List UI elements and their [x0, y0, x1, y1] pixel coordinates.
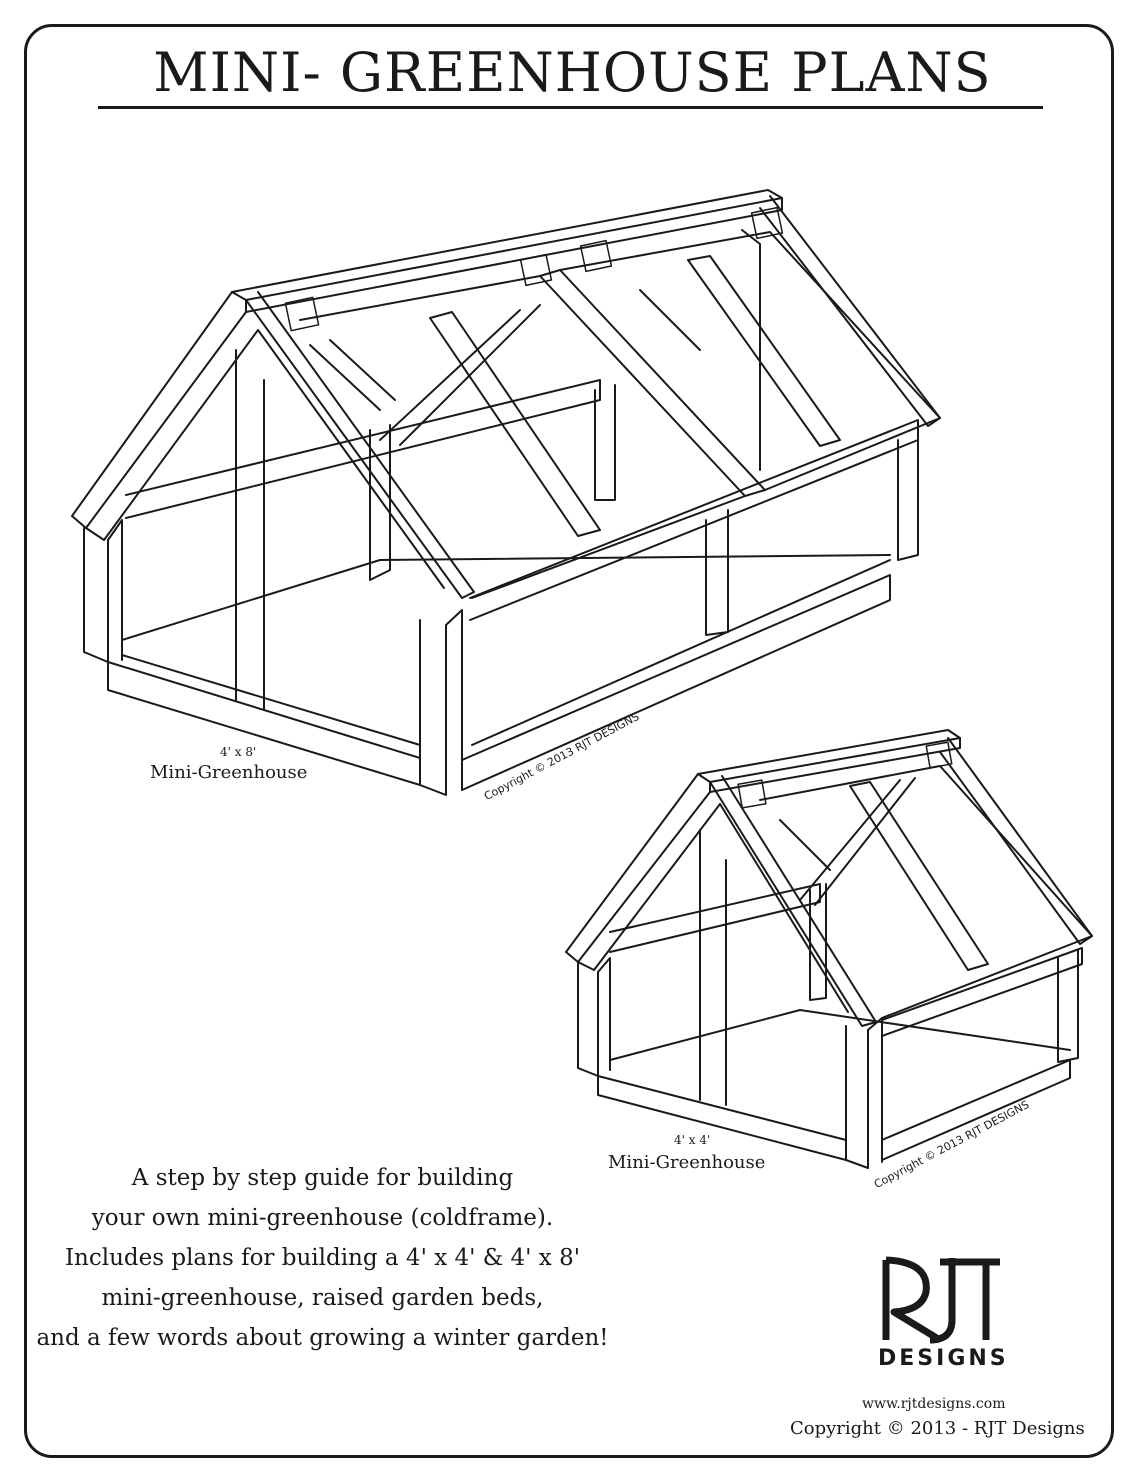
logo-subtitle: DESIGNS	[878, 1346, 1009, 1371]
large-size-label: 4' x 8'	[220, 745, 257, 759]
description-line: Includes plans for building a 4' x 4' & 4' x 8'	[64, 1245, 581, 1271]
small-copyright-mark: Copyright © 2013 RJT DESIGNS	[871, 1097, 1032, 1191]
small-size-label: 4' x 4'	[674, 1133, 711, 1147]
footer-copyright: Copyright © 2013 - RJT Designs	[790, 1418, 1085, 1439]
small-name-label: Mini-Greenhouse	[608, 1152, 766, 1173]
large-name-label: Mini-Greenhouse	[150, 762, 308, 783]
website-link[interactable]: www.rjtdesigns.com	[862, 1396, 1006, 1412]
small-greenhouse-illustration	[566, 730, 1092, 1168]
rjt-logo-mark	[886, 1258, 1000, 1340]
description-line: your own mini-greenhouse (coldframe).	[91, 1205, 554, 1231]
large-greenhouse-illustration	[72, 190, 940, 795]
description-line: and a few words about growing a winter garden!	[36, 1325, 609, 1351]
description-block	[30, 1158, 615, 1358]
page-title: MINI- GREENHOUSE PLANS	[153, 41, 992, 104]
description-line: mini-greenhouse, raised garden beds,	[101, 1285, 544, 1311]
description-line: A step by step guide for building	[131, 1165, 514, 1191]
large-copyright-mark: Copyright © 2013 RJT DESIGNS	[481, 709, 642, 803]
